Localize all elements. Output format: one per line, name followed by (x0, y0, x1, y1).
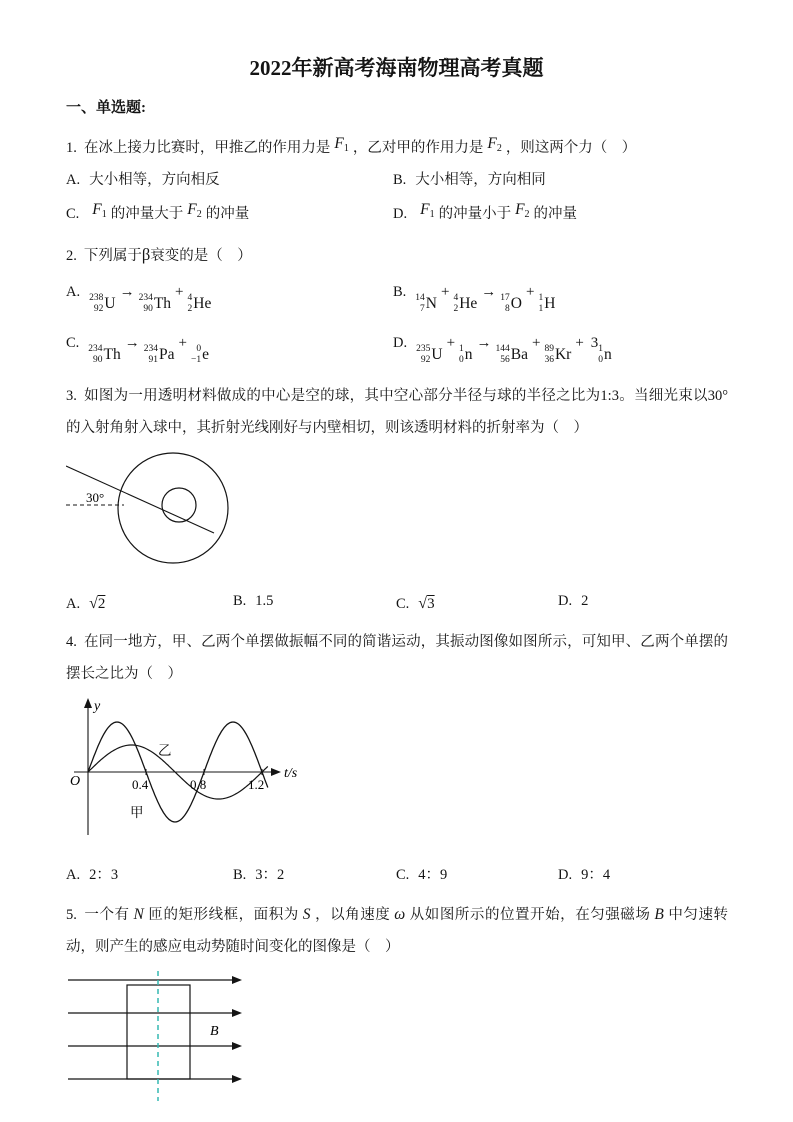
option-1D (393, 197, 728, 231)
option-label: A. (66, 866, 81, 883)
question-number: 4. (66, 634, 77, 651)
option-label: C. (396, 866, 410, 883)
field-line-arrowhead (232, 1009, 242, 1017)
question-number: 5. (66, 906, 77, 923)
option-label: D. (558, 592, 573, 609)
question-1 (66, 131, 728, 231)
curve-yi-label: 乙 (158, 742, 172, 758)
option-text: √3 (418, 594, 435, 612)
option-text: 3：2 (255, 866, 285, 883)
option-label: C. (66, 335, 80, 352)
question-text: 如图为一用透明材料做成的中心是空的球，其中空心部分半径与球的半径之比为1:3。当细光束以30°的入射角射入球中，其折射光线刚好与内壁相切，则该透明材料的折射率为（ ） (66, 388, 728, 437)
question-4 (66, 627, 728, 892)
y-axis-arrowhead (84, 698, 92, 708)
question-3-stem (66, 381, 728, 445)
option-3B (233, 586, 396, 621)
nuclear-equation: 14 7 N + 4 2 He → 17 8 O + 1 1 H (415, 284, 556, 315)
option-label: B. (233, 592, 247, 609)
question-1-stem (66, 131, 728, 165)
x-axis-label: t/s (284, 765, 298, 781)
question-2-stem (66, 237, 728, 273)
angle-label: 30° (86, 490, 105, 506)
y-axis-label: y (94, 698, 101, 714)
option-label: B. (233, 866, 247, 883)
option-2D (393, 324, 728, 375)
field-line-arrowhead (232, 1075, 242, 1083)
question-3-figure (66, 449, 728, 584)
question-text: 在冰上接力比赛时，甲推乙的作用力是 $F_1$ ，乙对甲的作用力是 $F_2$ ，则这两个力（ ） (83, 135, 637, 156)
nuclear-equation: 235 92 U + 1 0 n → 144 56 Ba + 89 36 Kr + 3 1 0 n (416, 335, 612, 366)
option-label: C. (396, 595, 410, 612)
nuclear-equation: 234 90 Th → 234 91 Pa + 0 −1 e (88, 335, 209, 366)
option-1C (66, 197, 393, 231)
curve-jia-label: 甲 (130, 804, 144, 820)
option-text: 9：4 (581, 866, 611, 883)
option-4C (396, 860, 558, 892)
option-2C (66, 324, 393, 375)
option-label: B. (393, 284, 407, 301)
question-3 (66, 381, 728, 621)
option-label: D. (393, 335, 408, 352)
field-label: B (210, 1023, 219, 1039)
option-label: B. (393, 172, 407, 189)
option-label: A. (66, 284, 81, 301)
nuclear-equation: 238 92 U → 234 90 Th + 4 2 He (89, 284, 212, 315)
option-1B (393, 165, 728, 197)
option-text: $F_1$ 的冲量小于 $F_2$ 的冲量 (420, 200, 578, 222)
question-number: 1. (66, 140, 77, 156)
oscillation-graph-figure (58, 695, 328, 845)
option-2A (66, 273, 393, 324)
question-3-options (66, 586, 728, 621)
question-number: 3. (66, 388, 77, 405)
question-5-stem (66, 898, 728, 964)
field-line-arrowhead (232, 1042, 242, 1050)
refraction-sphere-figure (66, 449, 316, 571)
page-title: 2022年新高考海南物理高考真题 (249, 56, 544, 80)
option-text: 1.5 (255, 592, 274, 609)
option-text: 大小相等，方向相同 (415, 172, 546, 189)
question-5-figure (66, 968, 728, 1121)
question-text: 下列属于β衰变的是（ ） (83, 245, 252, 265)
section-header: 一、单选题: (66, 100, 146, 116)
tick-label-12: 1.2 (248, 776, 265, 792)
option-label: D. (558, 866, 573, 883)
option-3A (66, 586, 233, 621)
question-4-stem (66, 627, 728, 691)
question-5 (66, 898, 728, 1121)
option-label: D. (393, 205, 408, 222)
question-2-options (66, 273, 728, 375)
question-text: 一个有 N 匝的矩形线框，面积为 S ，以角速度 ω 从如图所示的位置开始，在匀强磁场 B 中匀速转动，则产生的感应电动势随时间变化的图像是（ ） (66, 905, 729, 955)
option-text: 2 (581, 592, 589, 609)
field-line-arrowhead (232, 976, 242, 984)
option-text: 4：9 (418, 866, 448, 883)
exam-content (66, 92, 728, 1121)
option-label: A. (66, 595, 81, 612)
question-2 (66, 237, 728, 375)
option-4A (66, 860, 233, 892)
question-4-figure (66, 695, 728, 858)
option-3D (558, 586, 728, 621)
question-text: 在同一地方，甲、乙两个单摆做振幅不同的简谐运动，其振动图像如图所示，可知甲、乙两个单摆的摆长之比为（ ） (66, 634, 728, 683)
tick-label-08: 0.8 (190, 776, 207, 792)
option-label: A. (66, 172, 81, 189)
question-1-options (66, 165, 728, 231)
option-label: C. (66, 205, 80, 222)
option-text: √2 (89, 594, 106, 612)
option-2B (393, 273, 728, 324)
origin-label: O (70, 773, 81, 789)
option-4D (558, 860, 728, 892)
x-axis-arrowhead (271, 768, 281, 776)
option-text: 大小相等，方向相反 (89, 172, 220, 189)
option-4B (233, 860, 396, 892)
tick-label-04: 0.4 (132, 776, 149, 792)
question-4-options (66, 860, 728, 892)
outer-sphere-circle (118, 453, 228, 563)
question-number: 2. (66, 248, 77, 265)
option-text: $F_1$ 的冲量大于 $F_2$ 的冲量 (92, 200, 250, 222)
option-3C (396, 586, 558, 621)
option-1A (66, 165, 393, 197)
coil-in-field-figure (66, 968, 276, 1108)
option-text: 2：3 (89, 866, 119, 883)
